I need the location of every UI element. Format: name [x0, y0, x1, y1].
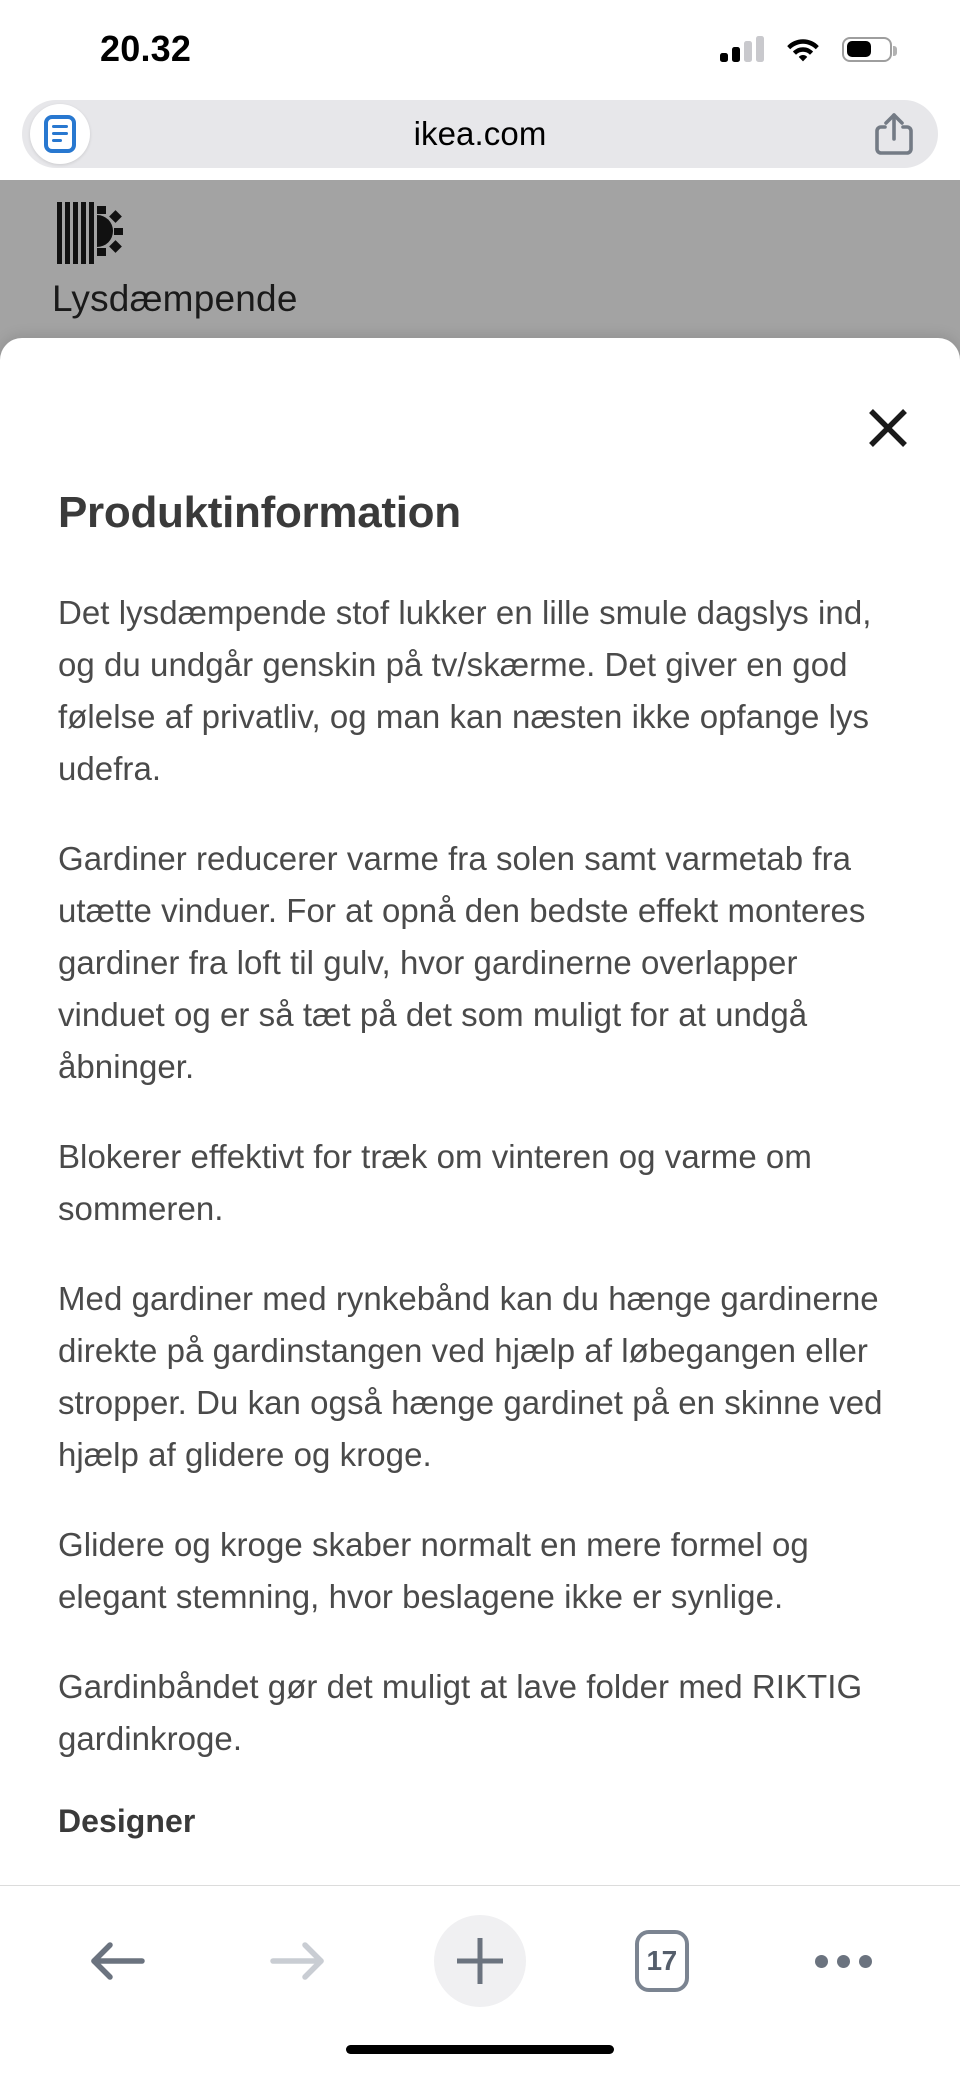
- wifi-icon: [786, 36, 820, 62]
- blackout-curtain-icon: [55, 202, 135, 264]
- tab-count-label: 17: [646, 1945, 677, 1976]
- cellular-signal-icon: [720, 36, 764, 62]
- status-bar-time: 20.32: [100, 28, 192, 69]
- reader-view-icon[interactable]: [30, 104, 90, 164]
- battery-icon: [842, 37, 892, 62]
- modal-content: [0, 338, 960, 1840]
- tabs-button[interactable]: [610, 1909, 714, 2013]
- product-paragraph-1: Det lysdæmpende stof lukker en lille smule dagslys ind, og du undgår genskin på tv/skærme. Det giver en god følelse af privatliv, og man kan næsten ikke opfange lys udefra.: [58, 593, 872, 787]
- designer-section-heading: Designer: [58, 1802, 196, 1839]
- home-indicator: [346, 2045, 614, 2054]
- plus-icon: [454, 1935, 506, 1987]
- product-paragraph-5: Glidere og kroge skaber normalt en mere formel og elegant stemning, hvor beslagene ikke er synlige.: [58, 1525, 809, 1615]
- reader-document-glyph: [43, 115, 77, 153]
- more-options-icon: [815, 1955, 872, 1968]
- back-button[interactable]: [65, 1909, 169, 2013]
- product-paragraph-3: Blokerer effektivt for træk om vinteren og varme om sommeren.: [58, 1137, 812, 1227]
- page-behind-feature-label: Lysdæmpende: [52, 278, 298, 319]
- status-bar-icons: [720, 30, 900, 62]
- new-tab-button[interactable]: [428, 1909, 532, 2013]
- share-glyph: [874, 111, 914, 157]
- forward-arrow-icon: [267, 1935, 329, 1987]
- url-text[interactable]: ikea.com: [413, 115, 547, 152]
- forward-button[interactable]: [246, 1909, 350, 2013]
- back-arrow-icon: [86, 1935, 148, 1987]
- tabs-icon: [635, 1930, 689, 1992]
- share-icon[interactable]: [870, 110, 918, 158]
- product-paragraph-6: Gardinbåndet gør det muligt at lave folder med RIKTIG gardinkroge.: [58, 1667, 863, 1757]
- product-paragraph-2: Gardiner reducerer varme fra solen samt varmetab fra utætte vinduer. For at opnå den bedste effekt monteres gardiner fra loft til gulv, hvor gardinerne overlapper vinduet og er så tæt på det som muligt for at undgå åbninger.: [58, 839, 866, 1085]
- page-title: Produktinformation: [58, 488, 461, 537]
- more-options-button[interactable]: [791, 1909, 895, 2013]
- url-bar[interactable]: [22, 100, 938, 168]
- browser-address-bar: [0, 92, 960, 180]
- product-paragraph-4: Med gardiner med rynkebånd kan du hænge gardinerne direkte på gardinstangen ved hjælp af løbegangen eller stropper. Du kan også hænge gardinet på en skinne ved hjælp af glidere og kroge.: [58, 1279, 883, 1473]
- toolbar-buttons: [0, 1906, 960, 2016]
- browser-bottom-toolbar: [0, 1885, 960, 2078]
- battery-fill: [847, 41, 872, 57]
- status-bar: [0, 0, 960, 92]
- page-behind-overlay: [0, 180, 960, 360]
- product-information-modal: [0, 338, 960, 1886]
